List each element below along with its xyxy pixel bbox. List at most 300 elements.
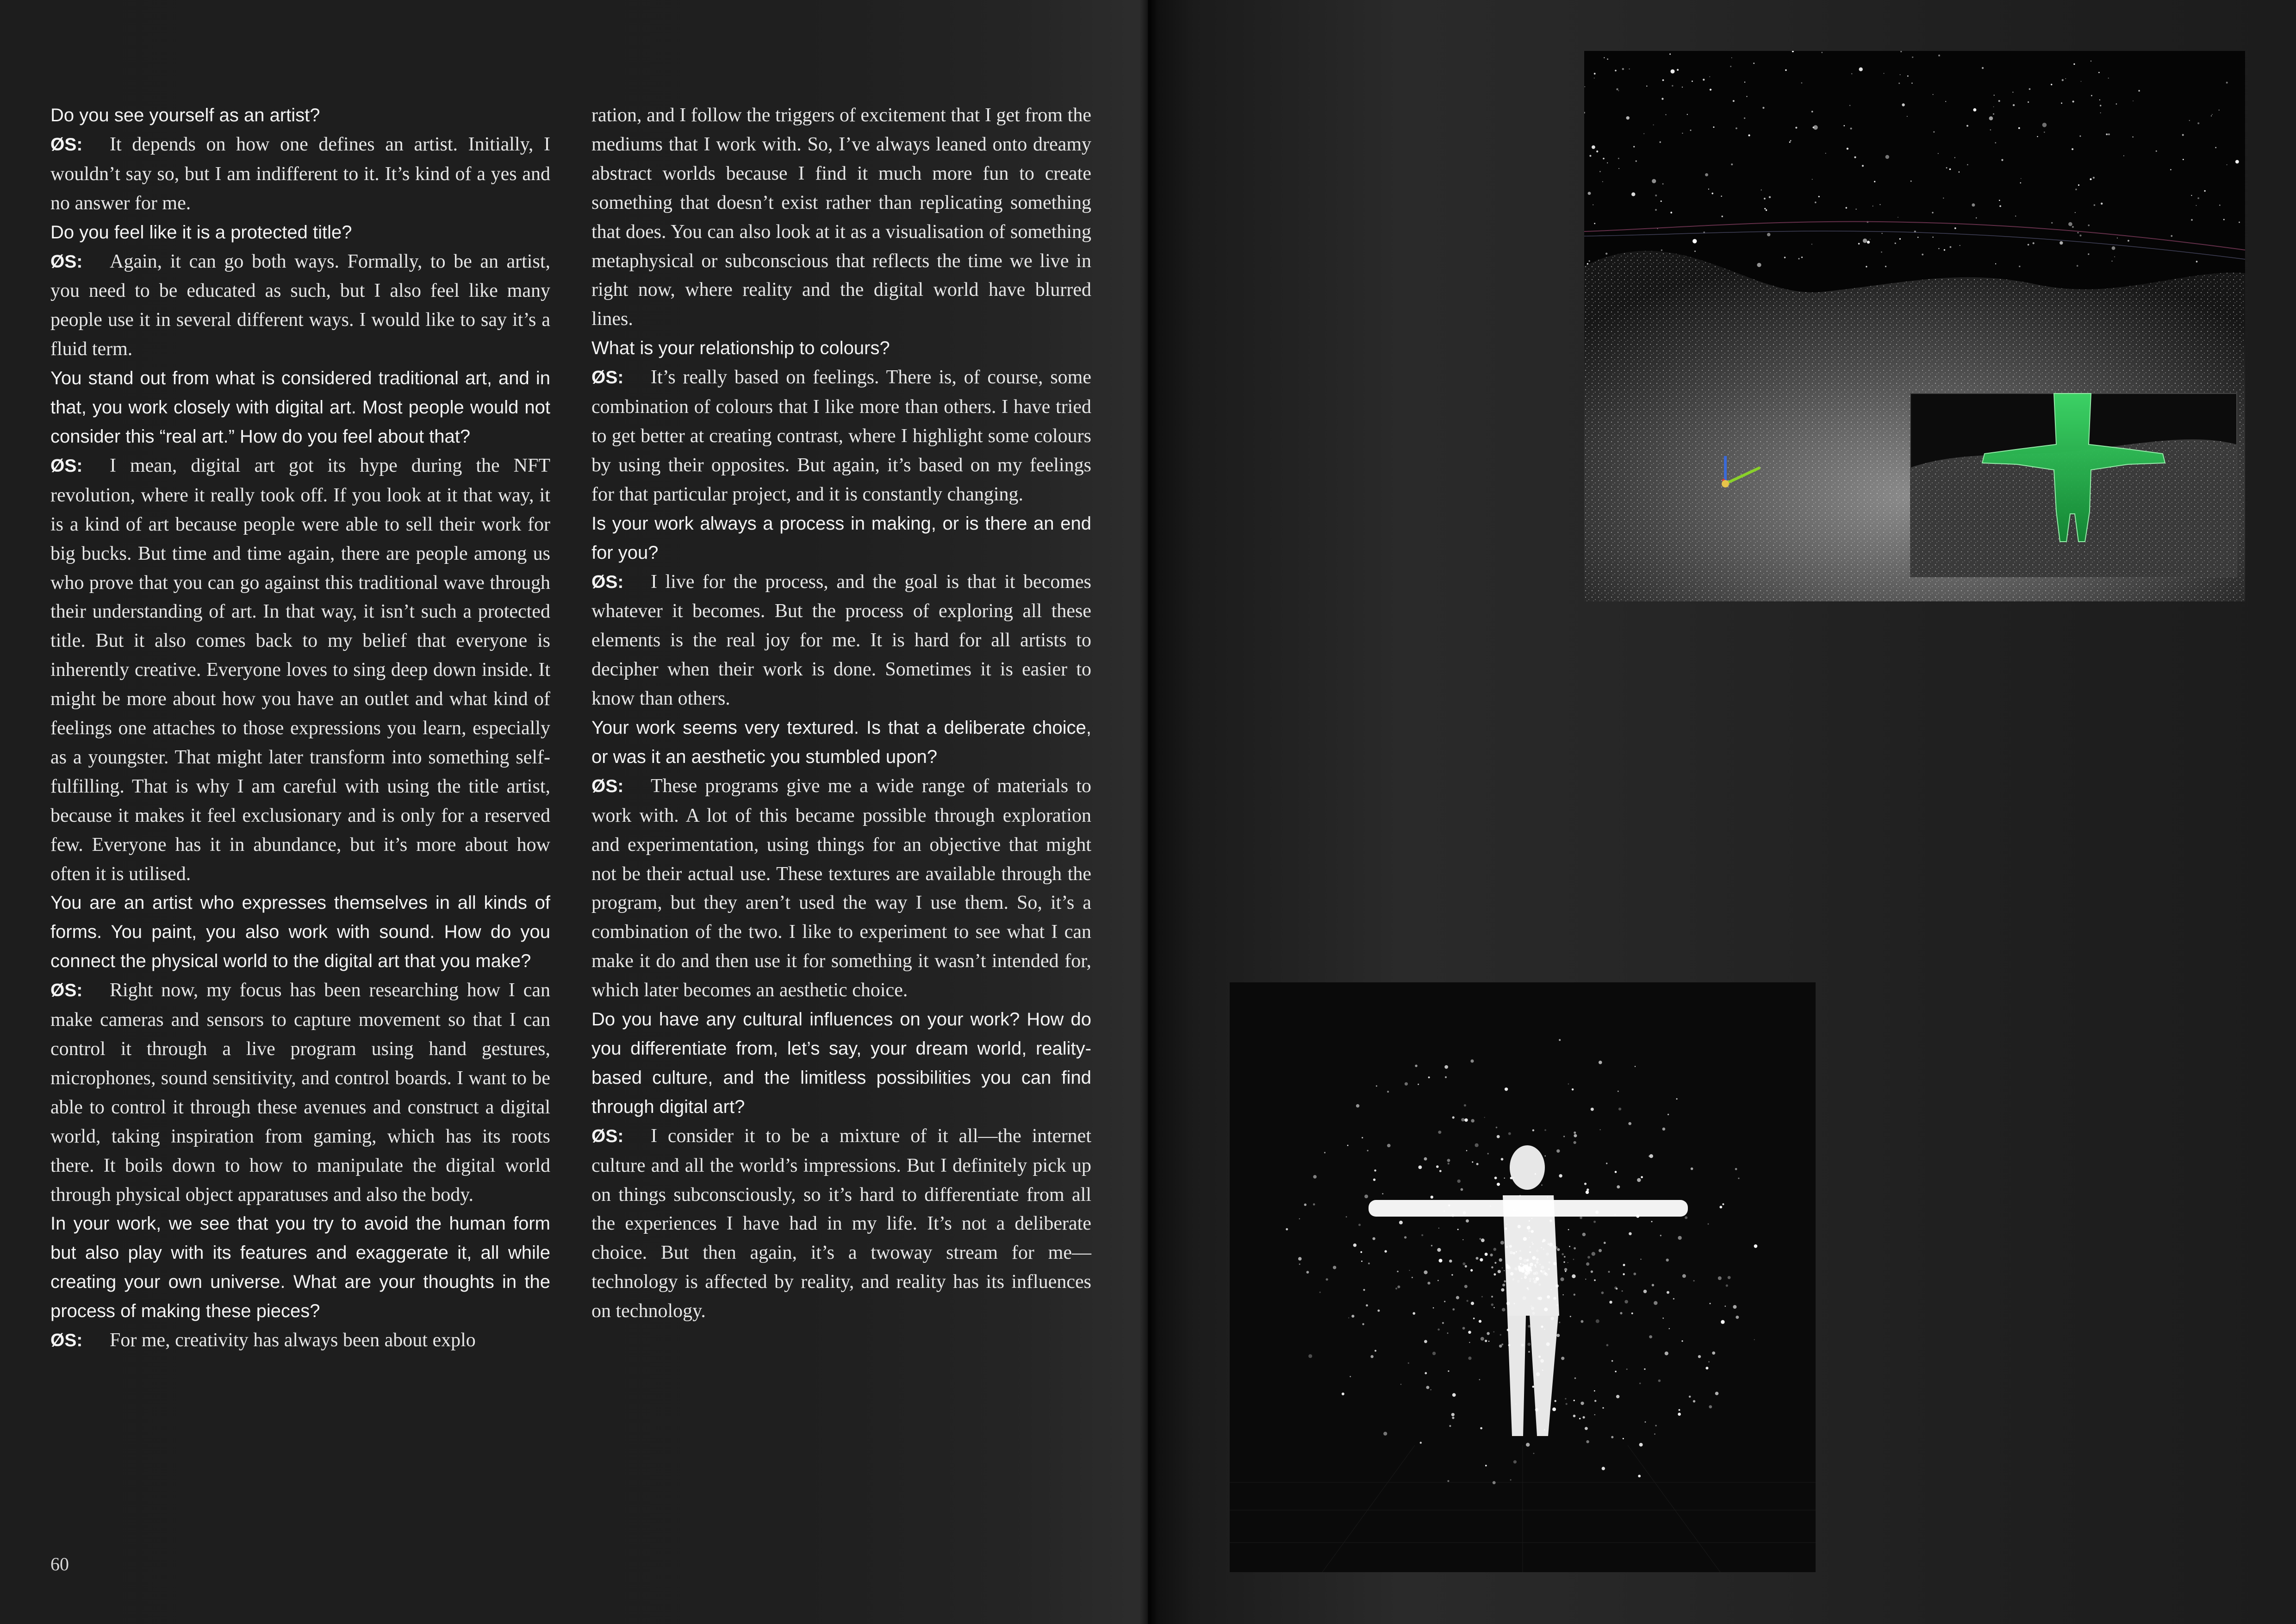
particle-speck xyxy=(1346,1216,1347,1218)
particle-speck xyxy=(1623,1273,1624,1275)
star-speck xyxy=(1594,223,1595,224)
particle-speck xyxy=(1738,1178,1739,1179)
star-speck xyxy=(2189,120,2190,121)
particle-speck xyxy=(1666,1259,1669,1262)
particle-speck xyxy=(1529,1237,1530,1238)
particle-speck xyxy=(1568,1229,1569,1230)
particle-speck xyxy=(1526,1443,1530,1447)
star-speck xyxy=(2068,222,2072,226)
particle-speck xyxy=(1445,1076,1447,1078)
star-speck xyxy=(2100,105,2101,106)
particle-speck xyxy=(1480,1427,1482,1430)
particle-speck xyxy=(1604,1242,1606,1244)
particle-speck xyxy=(1442,1322,1444,1324)
particle-speck xyxy=(1451,1274,1453,1275)
particle-speck xyxy=(1476,1163,1479,1165)
star-speck xyxy=(1999,205,2001,207)
particle-speck xyxy=(1358,1224,1361,1226)
particle-speck xyxy=(1494,1177,1497,1180)
star-speck xyxy=(1655,194,1657,196)
star-speck xyxy=(1784,257,1786,258)
particle-speck xyxy=(1728,1276,1731,1279)
star-speck xyxy=(2033,242,2035,244)
particle-speck xyxy=(1585,1427,1588,1430)
particle-speck xyxy=(1637,1178,1641,1182)
star-speck xyxy=(1801,82,1803,84)
particle-speck xyxy=(1649,1154,1653,1158)
interview-question: Is your work always a process in making, or is there an end for you? xyxy=(591,513,1091,563)
particle-speck xyxy=(1481,1238,1485,1242)
particle-speck xyxy=(1485,1253,1488,1256)
particle-speck xyxy=(1519,1250,1521,1252)
star-speck xyxy=(2171,235,2172,237)
star-speck xyxy=(2088,253,2089,255)
particle-speck xyxy=(1529,1220,1530,1222)
answer-text: Again, it can go both ways. Formally, to be an artist, you need to be educated as such, but I also feel like many people use it in several different ways. I would like to say it’s a fluid term. xyxy=(50,250,550,360)
particle-speck xyxy=(1475,1143,1479,1147)
star-speck xyxy=(1789,142,1791,143)
particle-speck xyxy=(1466,1150,1468,1151)
particle-speck xyxy=(1529,1278,1531,1280)
star-speck xyxy=(1736,127,1737,129)
particle-speck xyxy=(1535,1208,1537,1211)
particle-speck xyxy=(1654,1434,1655,1435)
particle-speck xyxy=(1451,1214,1454,1217)
particle-speck xyxy=(1679,1409,1680,1411)
star-speck xyxy=(1731,163,1733,165)
particle-speck xyxy=(1425,1372,1427,1374)
particle-speck xyxy=(1490,1206,1492,1207)
particle-speck xyxy=(1516,1251,1517,1253)
star-speck xyxy=(2051,222,2053,224)
particle-speck xyxy=(1532,1256,1536,1260)
particle-speck xyxy=(1698,1355,1701,1358)
star-speck xyxy=(1847,148,1848,150)
particle-speck xyxy=(1639,1383,1641,1384)
particle-speck xyxy=(1461,1188,1463,1191)
particle-speck xyxy=(1439,1170,1442,1172)
particle-speck xyxy=(1524,1274,1527,1277)
star-speck xyxy=(2156,150,2157,152)
particle-speck xyxy=(1574,1377,1576,1379)
star-speck xyxy=(2235,160,2239,164)
particle-speck xyxy=(1308,1354,1312,1358)
interview-answer xyxy=(50,451,550,889)
particle-speck xyxy=(1448,1163,1450,1165)
particle-speck xyxy=(1559,1174,1562,1177)
star-speck xyxy=(2223,219,2225,220)
star-speck xyxy=(2028,101,2029,103)
star-speck xyxy=(1932,212,1933,213)
particle-speck xyxy=(1523,1296,1526,1300)
particle-speck xyxy=(1342,1393,1344,1395)
particle-speck xyxy=(1618,1091,1619,1092)
particle-speck xyxy=(1712,1351,1715,1355)
particle-speck xyxy=(1299,1218,1300,1219)
particle-speck xyxy=(1527,1263,1529,1265)
particle-speck xyxy=(1428,1076,1430,1078)
speaker-label: ØS: xyxy=(50,456,83,476)
star-speck xyxy=(1898,82,1900,84)
particle-speck xyxy=(1628,1122,1631,1125)
particle-speck xyxy=(1347,1145,1349,1146)
particle-speck xyxy=(1641,1176,1643,1179)
particle-speck xyxy=(1547,1295,1550,1299)
star-speck xyxy=(1938,248,1939,249)
particle-speck xyxy=(1721,1320,1724,1324)
star-speck xyxy=(1744,81,1745,82)
particle-speck xyxy=(1466,1219,1469,1223)
particle-speck xyxy=(1499,1258,1502,1262)
particle-speck xyxy=(1367,1150,1369,1151)
particle-speck xyxy=(1579,1418,1580,1419)
particle-speck xyxy=(1606,1162,1607,1164)
particle-speck xyxy=(1529,1251,1531,1253)
particle-speck xyxy=(1424,1157,1427,1161)
particle-speck xyxy=(1691,1168,1693,1170)
star-speck xyxy=(1874,181,1875,182)
star-speck xyxy=(2079,136,2081,137)
particle-speck xyxy=(1655,1425,1656,1426)
particle-speck xyxy=(1612,1360,1613,1362)
star-speck xyxy=(1622,68,1624,70)
star-speck xyxy=(1989,116,1993,120)
speaker-label: ØS: xyxy=(50,251,83,272)
particle-speck xyxy=(1541,1266,1544,1269)
star-speck xyxy=(1633,146,1635,147)
particle-speck xyxy=(1498,1270,1501,1273)
particle-speck xyxy=(1513,1460,1517,1463)
particle-speck xyxy=(1549,1243,1553,1246)
particle-speck xyxy=(1553,1297,1556,1300)
particle-speck xyxy=(1470,1059,1474,1062)
particle-speck xyxy=(1593,1221,1596,1223)
particle-speck xyxy=(1540,1359,1544,1363)
star-speck xyxy=(2132,137,2134,138)
star-speck xyxy=(1949,169,1951,170)
particle-speck xyxy=(1618,1108,1621,1111)
particle-speck xyxy=(1564,1256,1566,1258)
particle-speck xyxy=(1594,1280,1596,1281)
star-speck xyxy=(2073,63,2075,65)
particle-speck xyxy=(1461,1118,1464,1121)
interview-answer xyxy=(50,130,550,218)
star-speck xyxy=(1825,153,1826,154)
star-speck xyxy=(2219,110,2220,111)
particle-speck xyxy=(1660,1235,1661,1236)
star-speck xyxy=(2060,241,2063,244)
particle-speck xyxy=(1718,1276,1722,1280)
particle-speck xyxy=(1531,1334,1532,1336)
star-speck xyxy=(2075,188,2077,190)
particle-speck xyxy=(1583,1416,1585,1418)
star-speck xyxy=(1596,150,1598,152)
particle-speck xyxy=(1574,1131,1576,1134)
particle-speck xyxy=(1521,1278,1522,1279)
star-speck xyxy=(1682,133,1683,134)
star-speck xyxy=(1762,107,1764,109)
particle-speck xyxy=(1493,1273,1496,1275)
star-speck xyxy=(1884,73,1885,74)
star-speck xyxy=(1866,266,1867,267)
particle-speck xyxy=(1685,1216,1687,1219)
particle-speck xyxy=(1499,1344,1502,1348)
particle-speck xyxy=(1531,1230,1534,1233)
particle-speck xyxy=(1431,1196,1433,1199)
particle-speck xyxy=(1559,1322,1560,1323)
star-speck xyxy=(1671,69,1675,74)
particle-speck xyxy=(1449,1260,1452,1263)
particle-speck xyxy=(1517,1266,1518,1267)
particle-speck xyxy=(1544,1307,1548,1311)
particle-speck xyxy=(1594,1390,1595,1392)
particle-speck xyxy=(1574,1134,1577,1137)
particle-speck xyxy=(1611,1436,1613,1438)
interview-question: Your work seems very textured. Is that a deliberate choice, or was it an aesthetic you stumbled upon? xyxy=(591,718,1091,767)
star-speck xyxy=(1731,57,1732,58)
particle-speck xyxy=(1586,1262,1589,1266)
particle-speck xyxy=(1521,1270,1524,1273)
star-speck xyxy=(1943,198,1944,199)
particle-speck xyxy=(1528,1351,1530,1353)
particle-speck xyxy=(1620,1312,1622,1314)
particle-speck xyxy=(1530,1280,1531,1282)
particle-speck xyxy=(1708,1224,1709,1225)
particle-speck xyxy=(1689,1396,1691,1398)
star-speck xyxy=(1858,243,1860,245)
answer-text: For me, creativity has always been about explo xyxy=(110,1330,476,1351)
star-speck xyxy=(1721,216,1723,218)
answer-text: I live for the process, and the goal is that it becomes whatever it becomes. But the process of exploring all these elements is the real joy for me. It is hard for all artists to decipher when their work is done. Sometimes it is easier to know than others. xyxy=(591,571,1091,710)
star-speck xyxy=(1602,181,1603,182)
star-speck xyxy=(1933,94,1934,95)
particle-speck xyxy=(1506,1264,1508,1267)
speaker-label: ØS: xyxy=(50,1330,83,1351)
particle-speck xyxy=(1531,1242,1533,1243)
star-speck xyxy=(2106,133,2108,135)
star-speck xyxy=(2013,104,2015,106)
particle-speck xyxy=(1508,1132,1511,1135)
particle-speck xyxy=(1602,1407,1604,1409)
particle-speck xyxy=(1362,1137,1363,1138)
particle-speck xyxy=(1487,1332,1489,1335)
star-speck xyxy=(1946,167,1948,169)
interview-answer xyxy=(50,247,550,364)
particle-speck xyxy=(1574,1293,1575,1295)
star-speck xyxy=(2062,79,2064,81)
star-speck xyxy=(2094,204,2096,206)
particle-speck xyxy=(1438,1228,1439,1229)
particle-speck xyxy=(1537,1297,1540,1299)
particle-speck xyxy=(1513,1252,1516,1255)
particle-speck xyxy=(1418,1084,1419,1085)
particle-speck xyxy=(1602,1467,1605,1470)
particle-speck xyxy=(1536,1372,1540,1376)
star-speck xyxy=(1730,66,1731,67)
star-speck xyxy=(1976,218,1977,219)
particle-speck xyxy=(1452,1116,1455,1118)
star-speck xyxy=(1922,254,1923,256)
interview-answer xyxy=(591,363,1091,509)
particle-speck xyxy=(1532,1243,1534,1245)
particle-speck xyxy=(1500,1334,1501,1336)
text-column-2 xyxy=(591,101,1091,1326)
particle-speck xyxy=(1654,1301,1657,1305)
particle-speck xyxy=(1399,1221,1403,1224)
particle-speck xyxy=(1733,1305,1736,1309)
particle-speck xyxy=(1693,1400,1695,1402)
particle-speck xyxy=(1560,1277,1564,1281)
particle-speck xyxy=(1468,1331,1471,1334)
star-speck xyxy=(1594,73,1596,75)
particle-speck xyxy=(1480,1258,1483,1262)
particle-speck xyxy=(1304,1204,1307,1206)
particle-speck xyxy=(1490,1254,1493,1256)
star-speck xyxy=(2093,177,2095,179)
star-speck xyxy=(1769,196,1771,198)
star-speck xyxy=(1618,158,1619,159)
star-speck xyxy=(1607,58,1608,60)
star-speck xyxy=(1849,105,1851,106)
particle-speck xyxy=(1722,1203,1724,1205)
star-speck xyxy=(1594,78,1595,79)
particle-speck xyxy=(1608,1271,1610,1273)
particle-speck xyxy=(1524,1269,1525,1270)
particle-speck xyxy=(1397,1271,1399,1273)
star-speck xyxy=(1687,114,1688,115)
interview-question: What is your relationship to colours? xyxy=(591,338,890,359)
particle-speck xyxy=(1362,1323,1364,1325)
star-speck xyxy=(1692,81,1693,82)
particle-speck xyxy=(1649,1335,1652,1338)
particle-speck xyxy=(1532,1312,1535,1315)
particle-speck xyxy=(1573,1259,1574,1260)
particle-speck xyxy=(1574,1400,1575,1401)
star-speck xyxy=(1910,181,1912,182)
particle-speck xyxy=(1299,1263,1300,1265)
star-speck xyxy=(2191,219,2193,221)
particle-speck xyxy=(1552,1407,1556,1411)
particle-speck xyxy=(1615,1371,1616,1372)
particle-speck xyxy=(1363,1289,1365,1291)
particle-speck xyxy=(1667,1291,1669,1294)
particle-speck xyxy=(1600,1129,1601,1130)
speaker-label: ØS: xyxy=(591,1126,624,1146)
particle-speck xyxy=(1462,1262,1465,1265)
particle-speck xyxy=(1587,1256,1590,1259)
particle-speck xyxy=(1397,1286,1400,1288)
particle-speck xyxy=(1555,1400,1556,1402)
particle-speck xyxy=(1531,1218,1532,1219)
particle-speck xyxy=(1662,1318,1664,1319)
star-speck xyxy=(1850,128,1852,130)
particle-speck xyxy=(1542,1369,1543,1371)
star-speck xyxy=(1643,133,1644,134)
star-speck xyxy=(1950,246,1952,248)
star-speck xyxy=(1973,108,1976,112)
particle-speck xyxy=(1313,1175,1317,1179)
particle-speck xyxy=(1643,1290,1647,1293)
star-speck xyxy=(1966,125,1968,127)
landscape-image xyxy=(1584,51,2245,601)
star-speck xyxy=(1655,209,1657,211)
particle-speck xyxy=(1550,1289,1552,1290)
particle-speck xyxy=(1726,1284,1728,1287)
particle-speck xyxy=(1350,1376,1351,1377)
particle-speck xyxy=(1556,1304,1559,1306)
star-speck xyxy=(2101,203,2103,205)
particle-speck xyxy=(1508,1344,1511,1347)
particle-speck xyxy=(1544,1129,1546,1131)
particle-speck xyxy=(1626,1368,1628,1370)
star-speck xyxy=(1851,73,1853,75)
star-speck xyxy=(2211,115,2212,116)
particle-speck xyxy=(1528,1325,1531,1328)
particle-speck xyxy=(1472,1162,1473,1163)
particle-speck xyxy=(1464,1118,1468,1122)
particle-speck xyxy=(1333,1266,1336,1269)
figure-particle-body xyxy=(1230,982,1816,1572)
particle-speck xyxy=(1528,1343,1531,1346)
particle-speck xyxy=(1585,1279,1586,1280)
star-speck xyxy=(1879,204,1880,205)
particle-speck xyxy=(1404,1236,1406,1238)
star-speck xyxy=(1766,209,1767,211)
star-speck xyxy=(2001,159,2003,161)
particle-speck xyxy=(1424,1270,1427,1274)
particle-speck xyxy=(1400,1384,1401,1385)
star-speck xyxy=(2081,81,2082,82)
particle-speck xyxy=(1487,1153,1489,1154)
particle-speck xyxy=(1539,1264,1541,1265)
particle-speck xyxy=(1506,1302,1510,1305)
particle-speck xyxy=(1501,1158,1504,1161)
interview-answer xyxy=(50,976,550,1209)
particle-speck xyxy=(1449,1425,1451,1427)
star-speck xyxy=(2042,123,2047,127)
star-speck xyxy=(2112,246,2116,250)
particle-speck xyxy=(1527,1287,1529,1289)
star-speck xyxy=(2090,178,2092,180)
particle-speck xyxy=(1616,1395,1619,1398)
particle-speck xyxy=(1556,1284,1559,1287)
particle-speck xyxy=(1491,1296,1493,1298)
particle-speck xyxy=(1669,1328,1670,1330)
particle-speck xyxy=(1451,1413,1455,1416)
particle-speck xyxy=(1538,1283,1541,1286)
particle-speck xyxy=(1586,1440,1589,1443)
star-speck xyxy=(1795,127,1797,129)
star-speck xyxy=(1692,239,1697,243)
star-speck xyxy=(1761,190,1762,191)
star-speck xyxy=(2028,244,2029,246)
star-speck xyxy=(1631,193,1635,196)
particle-speck xyxy=(1526,1272,1527,1273)
star-speck xyxy=(1670,212,1672,213)
particle-speck xyxy=(1514,1267,1518,1270)
star-speck xyxy=(2183,159,2184,160)
star-speck xyxy=(2108,78,2109,79)
particle-speck xyxy=(1452,1308,1455,1311)
particle-speck xyxy=(1485,1340,1487,1342)
particle-speck xyxy=(1366,1304,1368,1306)
particle-speck xyxy=(1456,1296,1459,1299)
star-speck xyxy=(2204,190,2205,192)
particle-speck xyxy=(1645,1421,1646,1423)
particle-speck xyxy=(1374,1169,1376,1172)
particle-speck xyxy=(1591,1270,1593,1273)
star-speck xyxy=(1589,155,1591,157)
